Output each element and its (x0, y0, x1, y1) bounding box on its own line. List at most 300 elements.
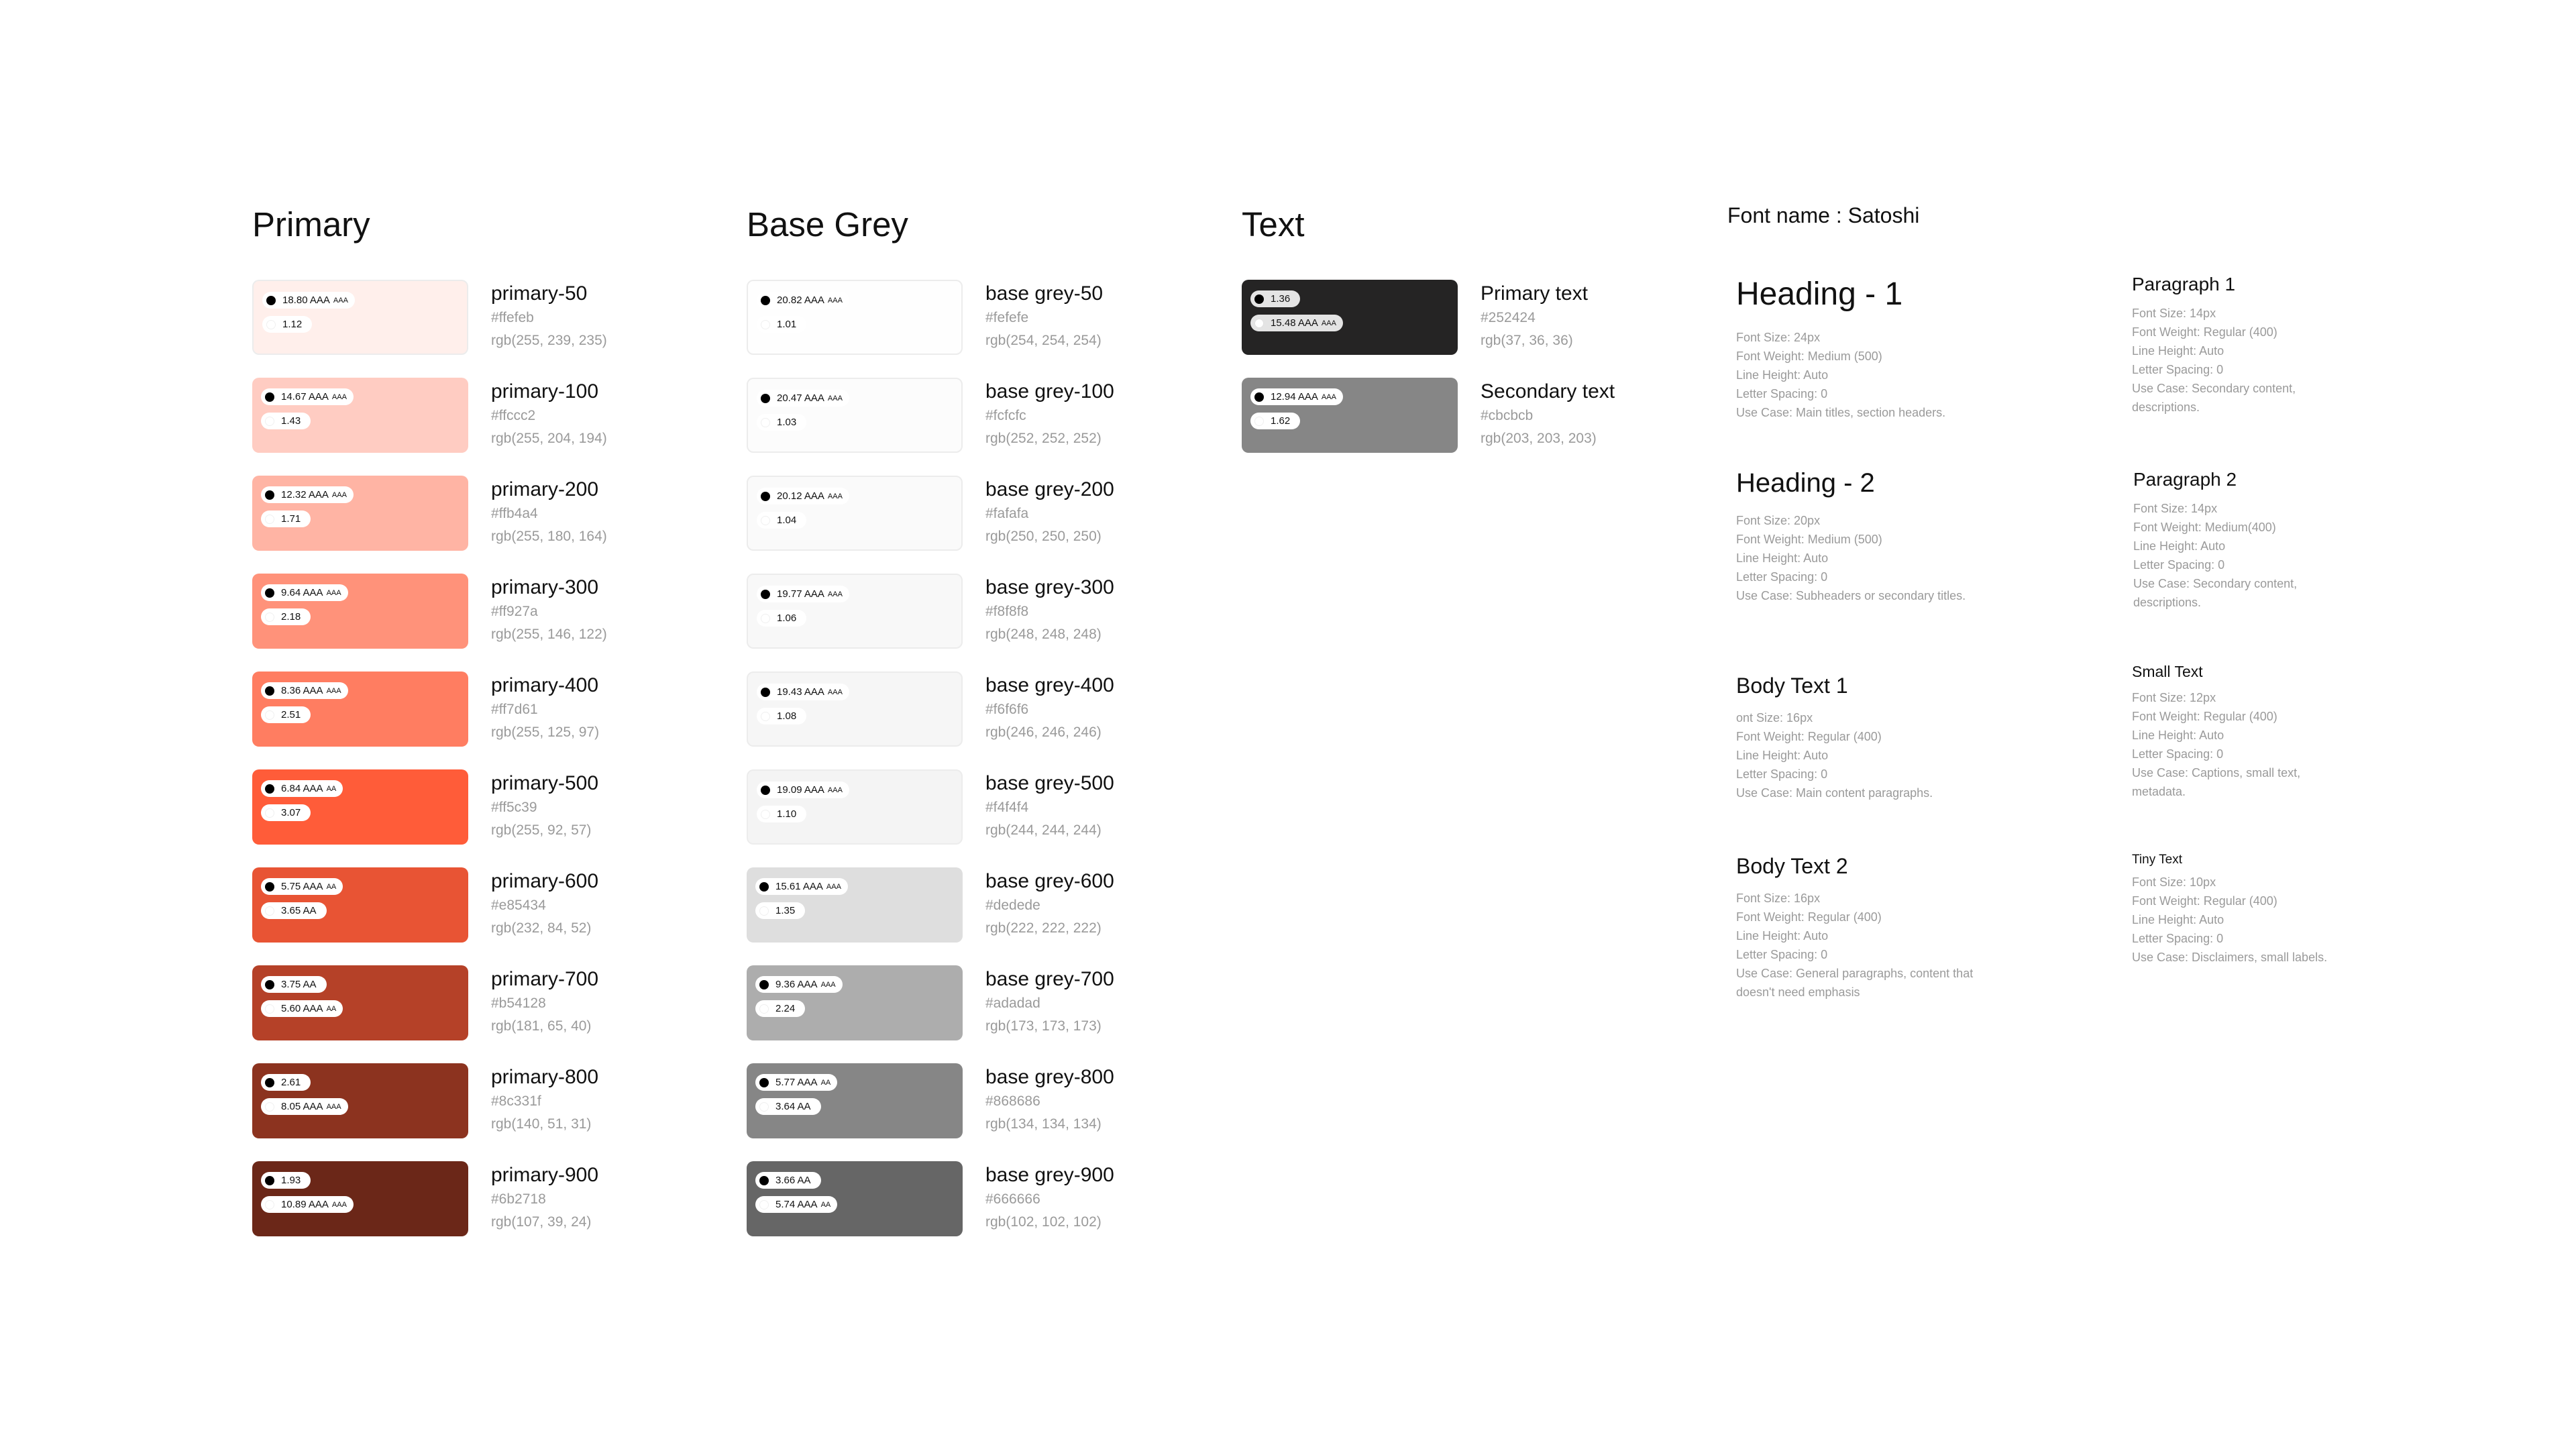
white-text-contrast-badge (755, 1196, 837, 1213)
black-dot-icon (761, 590, 770, 599)
type-style-spec: Font Size: 24px (1736, 331, 1821, 344)
black-text-contrast-badge (757, 586, 849, 602)
white-text-contrast-badge (261, 413, 311, 429)
type-style-block (2132, 664, 2347, 801)
wcag-level-badge: AAA (333, 296, 348, 305)
white-text-contrast-badge (755, 1000, 805, 1017)
black-text-contrast-badge (755, 1074, 837, 1091)
white-dot-icon (761, 320, 770, 329)
swatch-hex: #fafafa (985, 506, 1029, 521)
swatch-rgb: rgb(181, 65, 40) (491, 1018, 592, 1034)
type-style-spec: Line Height: Auto (1736, 749, 1829, 762)
color-swatch[interactable] (252, 867, 468, 943)
white-text-contrast-badge (755, 1098, 821, 1115)
black-dot-icon (761, 492, 770, 501)
swatch-hex: #8c331f (491, 1093, 541, 1109)
swatch-name: primary-50 (491, 282, 588, 305)
white-text-contrast-badge (261, 804, 311, 821)
type-style-spec: Font Weight: Regular (400) (1736, 910, 1882, 924)
white-text-contrast-badge (757, 414, 806, 431)
black-text-contrast-badge (261, 976, 327, 993)
color-swatch[interactable] (747, 965, 963, 1040)
wcag-level-badge: AAA (1321, 319, 1336, 327)
white-text-contrast-badge (1250, 413, 1300, 429)
contrast-ratio: 1.35 (775, 905, 796, 916)
black-dot-icon (759, 980, 769, 989)
contrast-ratio: 5.74 AAA (775, 1199, 818, 1210)
type-style-title: Body Text 2 (1736, 854, 1848, 878)
contrast-ratio: 8.05 AAA (281, 1101, 323, 1112)
type-style-spec: Font Weight: Medium(400) (2133, 521, 2276, 534)
color-swatch[interactable] (747, 769, 963, 845)
font-name-label: Font name : Satoshi (1727, 203, 1920, 227)
black-text-contrast-badge (261, 878, 343, 895)
color-swatch[interactable] (252, 672, 468, 747)
contrast-ratio: 6.84 AAA (281, 783, 323, 794)
contrast-ratio: 1.01 (777, 319, 797, 330)
contrast-ratio: 19.77 AAA (777, 588, 824, 600)
contrast-ratio: 1.93 (281, 1175, 301, 1186)
wcag-level-badge: AAA (326, 1102, 341, 1111)
type-style-spec: Letter Spacing: 0 (2132, 363, 2224, 376)
base-grey-swatch-row (747, 476, 1216, 551)
swatch-rgb: rgb(255, 92, 57) (491, 822, 592, 838)
type-style-spec: Font Weight: Regular (400) (1736, 730, 1882, 743)
type-style-spec: Font Weight: Medium (500) (1736, 533, 1882, 546)
text-color-swatch-row (1242, 280, 1711, 355)
swatch-name: base grey-600 (985, 870, 1114, 892)
type-style-spec: Use Case: Disclaimers, small labels. (2132, 951, 2328, 964)
swatch-name: base grey-100 (985, 380, 1114, 402)
base-grey-swatch-row (747, 280, 1216, 355)
contrast-ratio: 9.64 AAA (281, 587, 323, 598)
black-dot-icon (761, 786, 770, 795)
white-text-contrast-badge (261, 1196, 354, 1213)
swatch-hex: #868686 (985, 1093, 1040, 1109)
contrast-ratio: 15.48 AAA (1271, 317, 1318, 329)
white-dot-icon (265, 906, 274, 916)
base-grey-swatch-row (747, 867, 1216, 943)
contrast-ratio: 3.07 (281, 807, 301, 818)
black-text-contrast-badge (757, 684, 849, 700)
type-style-spec: Font Size: 14px (2132, 307, 2216, 320)
black-text-contrast-badge (757, 782, 849, 798)
type-style-block (1736, 470, 1978, 605)
swatch-rgb: rgb(203, 203, 203) (1481, 431, 1597, 446)
white-text-contrast-badge (261, 706, 311, 723)
contrast-ratio: 3.66 AA (775, 1175, 811, 1186)
color-swatch[interactable] (252, 1161, 468, 1236)
white-dot-icon (759, 1004, 769, 1014)
swatch-hex: #ffccc2 (491, 408, 536, 423)
white-dot-icon (761, 516, 770, 525)
black-dot-icon (265, 980, 274, 989)
wcag-level-badge: AAA (1321, 392, 1336, 401)
type-style-spec: Use Case: Captions, small text, metadata. (2132, 766, 2301, 798)
black-text-contrast-badge (261, 388, 354, 405)
type-style-spec: Letter Spacing: 0 (2132, 747, 2224, 761)
swatch-name: primary-900 (491, 1164, 599, 1186)
contrast-ratio: 9.36 AAA (775, 979, 818, 990)
swatch-name: base grey-300 (985, 576, 1114, 598)
white-dot-icon (265, 417, 274, 426)
swatch-name: primary-500 (491, 772, 599, 794)
white-text-contrast-badge (261, 511, 311, 527)
type-style-spec: Font Size: 14px (2133, 502, 2218, 515)
swatch-hex: #f8f8f8 (985, 604, 1029, 619)
type-style-spec: Letter Spacing: 0 (1736, 767, 1828, 781)
swatch-rgb: rgb(248, 248, 248) (985, 627, 1102, 642)
white-dot-icon (1254, 319, 1264, 328)
black-text-contrast-badge (757, 292, 849, 309)
black-text-contrast-badge (261, 682, 348, 699)
primary-swatch-row (252, 1161, 722, 1236)
contrast-ratio: 14.67 AAA (281, 391, 329, 402)
primary-swatch-row (252, 672, 722, 747)
swatch-hex: #dedede (985, 898, 1040, 913)
contrast-ratio: 20.12 AAA (777, 490, 824, 502)
swatch-rgb: rgb(252, 252, 252) (985, 431, 1102, 446)
black-dot-icon (761, 296, 770, 305)
swatch-hex: #ff7d61 (491, 702, 538, 717)
color-swatch[interactable] (747, 1161, 963, 1236)
white-dot-icon (265, 1004, 274, 1014)
swatch-name: primary-400 (491, 674, 599, 696)
white-text-contrast-badge (757, 806, 806, 822)
contrast-ratio: 12.94 AAA (1271, 391, 1318, 402)
contrast-ratio: 3.64 AA (775, 1101, 811, 1112)
type-style-spec: Line Height: Auto (1736, 368, 1829, 382)
swatch-rgb: rgb(134, 134, 134) (985, 1116, 1102, 1132)
black-text-contrast-badge (261, 1074, 311, 1091)
swatch-rgb: rgb(102, 102, 102) (985, 1214, 1102, 1230)
primary-swatch-row (252, 574, 722, 649)
white-dot-icon (265, 808, 274, 818)
base-grey-swatch-row (747, 574, 1216, 649)
color-swatch[interactable] (747, 476, 963, 551)
swatch-rgb: rgb(140, 51, 31) (491, 1116, 592, 1132)
type-style-spec: Letter Spacing: 0 (2132, 932, 2224, 945)
contrast-ratio: 1.03 (777, 417, 797, 428)
white-text-contrast-badge (261, 902, 327, 919)
wcag-level-badge: AAA (331, 392, 347, 401)
white-dot-icon (759, 906, 769, 916)
black-dot-icon (265, 1176, 274, 1185)
type-style-spec: Letter Spacing: 0 (1736, 570, 1828, 584)
black-dot-icon (1254, 392, 1264, 402)
type-style-spec: Letter Spacing: 0 (2133, 558, 2225, 572)
black-dot-icon (265, 588, 274, 598)
type-style-spec: Letter Spacing: 0 (1736, 948, 1828, 961)
color-swatch[interactable] (1242, 280, 1458, 355)
swatch-hex: #ff927a (491, 604, 538, 619)
black-text-contrast-badge (757, 390, 849, 407)
contrast-ratio: 1.43 (281, 415, 301, 427)
type-style-spec: Font Weight: Regular (400) (2132, 894, 2277, 908)
primary-swatch-row (252, 378, 722, 453)
white-dot-icon (761, 712, 770, 721)
type-style-spec: Letter Spacing: 0 (1736, 387, 1828, 400)
black-dot-icon (759, 882, 769, 892)
contrast-ratio: 10.89 AAA (281, 1199, 329, 1210)
type-style-block (1736, 675, 1978, 802)
swatch-name: base grey-800 (985, 1066, 1114, 1088)
color-swatch[interactable] (747, 280, 963, 355)
swatch-rgb: rgb(255, 180, 164) (491, 529, 607, 544)
swatch-rgb: rgb(222, 222, 222) (985, 920, 1102, 936)
type-style-spec: Use Case: General paragraphs, content that doesn't need emphasis (1736, 967, 1974, 999)
base-grey-swatch-row (747, 965, 1216, 1040)
contrast-ratio: 5.77 AAA (775, 1077, 818, 1088)
contrast-ratio: 1.10 (777, 808, 797, 820)
contrast-ratio: 3.65 AA (281, 905, 317, 916)
swatch-hex: #f4f4f4 (985, 800, 1029, 815)
type-style-spec: ont Size: 16px (1736, 711, 1813, 724)
swatch-name: primary-800 (491, 1066, 599, 1088)
swatch-name: primary-300 (491, 576, 599, 598)
white-dot-icon (1254, 417, 1264, 426)
base-grey-swatch-row (747, 769, 1216, 845)
black-text-contrast-badge (755, 1172, 821, 1189)
swatch-rgb: rgb(107, 39, 24) (491, 1214, 592, 1230)
base-grey-swatch-row (747, 672, 1216, 747)
wcag-level-badge: AAA (827, 590, 843, 598)
swatch-hex: #666666 (985, 1191, 1040, 1207)
black-dot-icon (759, 1078, 769, 1087)
type-style-spec: Use Case: Secondary content, descriptions. (2132, 382, 2296, 414)
contrast-ratio: 5.60 AAA (281, 1003, 323, 1014)
black-dot-icon (266, 296, 276, 305)
contrast-ratio: 1.06 (777, 612, 797, 624)
white-dot-icon (761, 418, 770, 427)
type-style-block (2132, 853, 2373, 967)
white-text-contrast-badge (757, 708, 806, 724)
type-style-title: Paragraph 1 (2132, 274, 2236, 294)
type-style-spec: Font Size: 10px (2132, 875, 2216, 889)
contrast-ratio: 1.71 (281, 513, 301, 525)
swatch-hex: #fefefe (985, 310, 1029, 325)
type-style-spec: Use Case: Secondary content, descriptions. (2133, 577, 2298, 609)
white-dot-icon (759, 1200, 769, 1210)
swatch-rgb: rgb(255, 204, 194) (491, 431, 607, 446)
black-dot-icon (265, 686, 274, 696)
black-text-contrast-badge (261, 780, 343, 797)
swatch-hex: #252424 (1481, 310, 1536, 325)
swatch-hex: #ff5c39 (491, 800, 537, 815)
color-swatch[interactable] (747, 672, 963, 747)
type-style-spec: Font Weight: Regular (400) (2132, 325, 2277, 339)
type-style-block (1736, 278, 2085, 422)
wcag-level-badge: AA (326, 882, 337, 891)
color-swatch[interactable] (747, 867, 963, 943)
black-text-contrast-badge (755, 976, 843, 993)
wcag-level-badge: AA (820, 1200, 831, 1209)
white-dot-icon (759, 1102, 769, 1112)
swatch-name: base grey-700 (985, 968, 1114, 990)
white-text-contrast-badge (755, 902, 805, 919)
white-text-contrast-badge (262, 316, 312, 333)
swatch-name: base grey-400 (985, 674, 1114, 696)
contrast-ratio: 2.24 (775, 1003, 796, 1014)
wcag-level-badge: AAA (827, 492, 843, 500)
black-dot-icon (761, 688, 770, 697)
color-swatch[interactable] (252, 476, 468, 551)
black-dot-icon (265, 392, 274, 402)
swatch-rgb: rgb(244, 244, 244) (985, 822, 1102, 838)
white-text-contrast-badge (757, 512, 806, 529)
color-swatch[interactable] (747, 574, 963, 649)
primary-swatch-row (252, 476, 722, 551)
white-dot-icon (265, 612, 274, 622)
swatch-rgb: rgb(255, 125, 97) (491, 724, 600, 740)
wcag-level-badge: AA (326, 784, 337, 793)
swatch-rgb: rgb(250, 250, 250) (985, 529, 1102, 544)
primary-palette-title: Primary (252, 205, 370, 244)
text-color-swatch-row (1242, 378, 1711, 453)
swatch-name: base grey-200 (985, 478, 1114, 500)
type-style-title: Heading - 2 (1736, 468, 1875, 498)
swatch-hex: #adadad (985, 996, 1040, 1011)
color-swatch[interactable] (747, 1063, 963, 1138)
swatch-rgb: rgb(173, 173, 173) (985, 1018, 1102, 1034)
swatch-hex: #f6f6f6 (985, 702, 1029, 717)
type-style-spec: Line Height: Auto (2133, 539, 2226, 553)
white-text-contrast-badge (1250, 315, 1343, 331)
type-style-spec: Use Case: Subheaders or secondary titles. (1736, 589, 1966, 602)
wcag-level-badge: AA (820, 1078, 831, 1087)
type-style-title: Paragraph 2 (2133, 469, 2237, 490)
black-dot-icon (1254, 294, 1264, 304)
type-style-spec: Line Height: Auto (2132, 344, 2224, 358)
black-dot-icon (761, 394, 770, 403)
black-dot-icon (265, 1078, 274, 1087)
black-dot-icon (265, 784, 274, 794)
contrast-ratio: 5.75 AAA (281, 881, 323, 892)
black-text-contrast-badge (1250, 388, 1343, 405)
white-dot-icon (265, 1102, 274, 1112)
contrast-ratio: 1.36 (1271, 293, 1291, 305)
color-swatch[interactable] (252, 965, 468, 1040)
swatch-hex: #cbcbcb (1481, 408, 1534, 423)
contrast-ratio: 20.47 AAA (777, 392, 824, 404)
swatch-name: base grey-900 (985, 1164, 1114, 1186)
black-text-contrast-badge (261, 584, 348, 601)
color-swatch[interactable] (252, 574, 468, 649)
type-style-spec: Line Height: Auto (1736, 551, 1829, 565)
type-style-block (1736, 855, 1978, 1002)
white-dot-icon (265, 710, 274, 720)
contrast-ratio: 19.09 AAA (777, 784, 824, 796)
type-style-title: Tiny Text (2132, 853, 2182, 867)
type-style-spec: Font Size: 20px (1736, 514, 1821, 527)
black-text-contrast-badge (755, 878, 848, 895)
swatch-hex: #6b2718 (491, 1191, 546, 1207)
black-text-contrast-badge (262, 292, 355, 309)
swatch-rgb: rgb(246, 246, 246) (985, 724, 1102, 740)
color-swatch[interactable] (252, 1063, 468, 1138)
wcag-level-badge: AAA (827, 394, 843, 402)
black-text-contrast-badge (757, 488, 849, 504)
swatch-rgb: rgb(255, 146, 122) (491, 627, 607, 642)
contrast-ratio: 20.82 AAA (777, 294, 824, 306)
type-style-spec: Line Height: Auto (2132, 729, 2224, 742)
base-grey-swatch-row (747, 378, 1216, 453)
black-text-contrast-badge (261, 486, 354, 503)
swatch-hex: #fcfcfc (985, 408, 1026, 423)
color-swatch[interactable] (252, 769, 468, 845)
type-style-block (2132, 275, 2347, 417)
type-style-spec: Use Case: Main titles, section headers. (1736, 406, 1946, 419)
swatch-hex: #ffefeb (491, 310, 534, 325)
contrast-ratio: 3.75 AA (281, 979, 317, 990)
text-colors-title: Text (1242, 205, 1305, 244)
white-text-contrast-badge (261, 608, 311, 625)
swatch-rgb: rgb(37, 36, 36) (1481, 333, 1573, 348)
contrast-ratio: 12.32 AAA (281, 489, 329, 500)
white-text-contrast-badge (757, 316, 806, 333)
swatch-name: primary-600 (491, 870, 599, 892)
swatch-name: Primary text (1481, 282, 1589, 305)
swatch-name: base grey-50 (985, 282, 1104, 305)
white-dot-icon (265, 1200, 274, 1210)
type-style-block (2133, 470, 2348, 612)
black-text-contrast-badge (261, 1172, 311, 1189)
primary-swatch-row (252, 867, 722, 943)
contrast-ratio: 2.18 (281, 611, 301, 623)
white-text-contrast-badge (261, 1000, 343, 1017)
swatch-hex: #ffb4a4 (491, 506, 538, 521)
color-swatch[interactable] (1242, 378, 1458, 453)
wcag-level-badge: AAA (331, 490, 347, 499)
wcag-level-badge: AAA (820, 980, 836, 989)
contrast-ratio: 2.51 (281, 709, 301, 720)
black-text-contrast-badge (1250, 290, 1300, 307)
color-swatch[interactable] (252, 378, 468, 453)
white-text-contrast-badge (261, 1098, 348, 1115)
swatch-rgb: rgb(254, 254, 254) (985, 333, 1102, 348)
color-swatch[interactable] (747, 378, 963, 453)
contrast-ratio: 15.61 AAA (775, 881, 823, 892)
white-dot-icon (761, 614, 770, 623)
swatch-name: primary-700 (491, 968, 599, 990)
swatch-name: Secondary text (1481, 380, 1615, 402)
type-style-spec: Font Size: 12px (2132, 691, 2216, 704)
color-swatch[interactable] (252, 280, 468, 355)
white-text-contrast-badge (757, 610, 806, 627)
black-dot-icon (759, 1176, 769, 1185)
swatch-name: primary-100 (491, 380, 599, 402)
wcag-level-badge: AAA (326, 588, 341, 597)
contrast-ratio: 1.04 (777, 515, 797, 526)
wcag-level-badge: AAA (827, 786, 843, 794)
wcag-level-badge: AAA (326, 686, 341, 695)
wcag-level-badge: AA (326, 1004, 337, 1013)
black-dot-icon (265, 882, 274, 892)
base-grey-swatch-row (747, 1063, 1216, 1138)
type-style-title: Small Text (2132, 663, 2203, 680)
primary-swatch-row (252, 1063, 722, 1138)
white-dot-icon (761, 810, 770, 819)
white-dot-icon (266, 320, 276, 329)
type-style-title: Body Text 1 (1736, 674, 1848, 698)
primary-swatch-row (252, 965, 722, 1040)
type-style-spec: Font Weight: Medium (500) (1736, 350, 1882, 363)
contrast-ratio: 1.62 (1271, 415, 1291, 427)
swatch-hex: #b54128 (491, 996, 546, 1011)
wcag-level-badge: AAA (827, 688, 843, 696)
type-style-spec: Line Height: Auto (1736, 929, 1829, 943)
black-dot-icon (265, 490, 274, 500)
